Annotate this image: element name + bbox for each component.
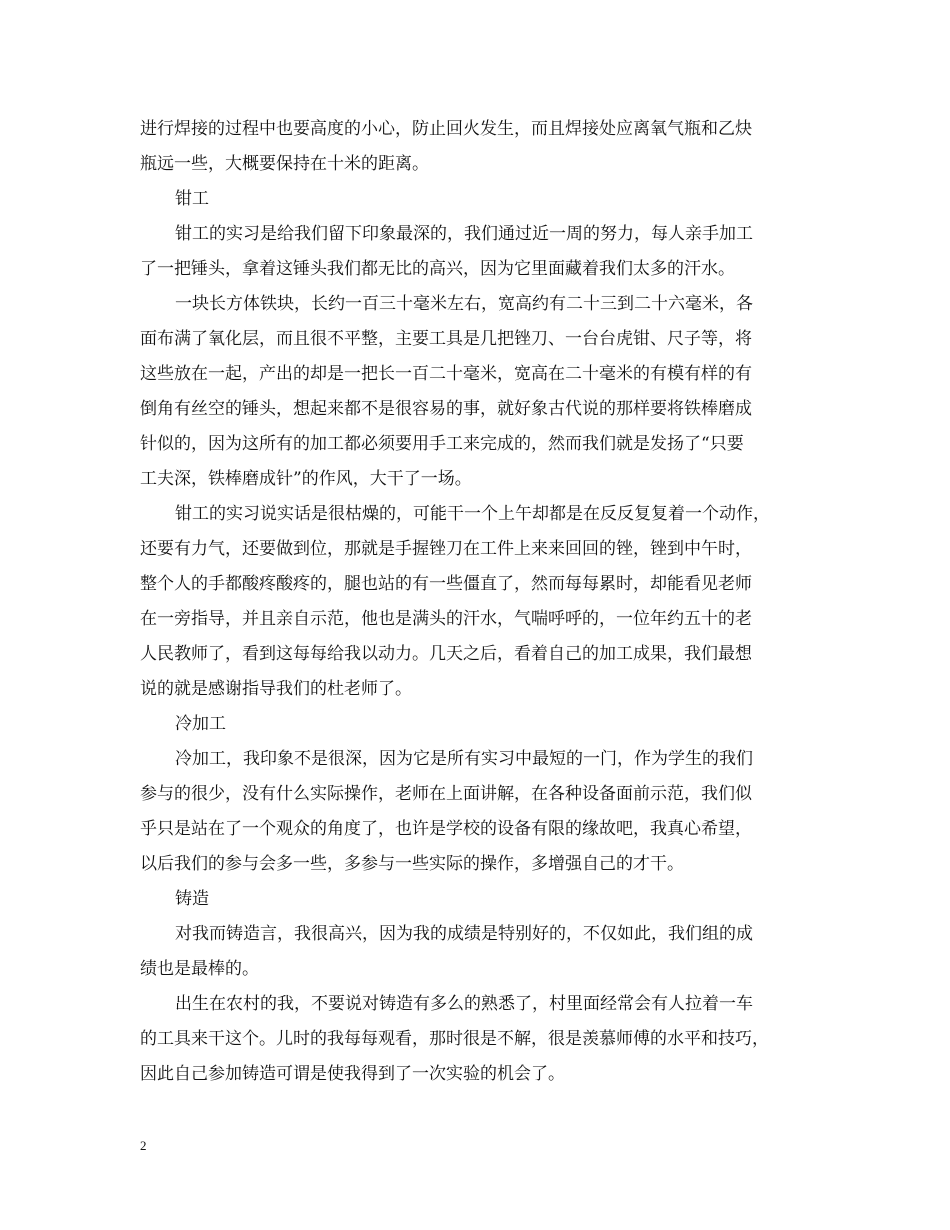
paragraph-line: 工夫深，铁棒磨成针”的作风，大干了一场。 [140,469,472,489]
paragraph-line: 说的就是感谢指导我们的杜老师了。 [140,679,412,699]
paragraph-line: 以后我们的参与会多一些，多参与一些实际的操作，多增强自己的才干。 [140,854,684,874]
paragraph-line: 钳工的实习是给我们留下印象最深的，我们通过近一周的努力，每人亲手加工 [175,224,753,244]
paragraph-line: 人民教师了，看到这每每给我以动力。几天之后，看着自己的加工成果，我们最想 [140,644,752,664]
document-body [140,112,820,1092]
paragraph-line: 整个人的手都酸疼酸疼的，腿也站的有一些僵直了，然而每每累时，却能看见老师 [140,574,752,594]
paragraph-line: 因此自己参加铸造可谓是使我得到了一次实验的机会了。 [140,1064,565,1084]
paragraph-line: 倒角有丝空的锤头，想起来都不是很容易的事，就好象古代说的那样要将铁棒磨成 [140,399,752,419]
paragraph-line: 冷加工，我印象不是很深，因为它是所有实习中最短的一门，作为学生的我们 [175,749,753,769]
paragraph-line: 在一旁指导，并且亲自示范，他也是满头的汗水，气喘呼呼的，一位年约五十的老 [140,609,752,629]
section-heading-zhuzao: 铸造 [175,889,209,909]
section-heading-qiangong: 钳工 [175,189,209,209]
page-number: 2 [140,1138,147,1153]
paragraph-line: 出生在农村的我，不要说对铸造有多么的熟悉了，村里面经常会有人拉着一车 [175,994,753,1014]
paragraph-line: 乎只是站在了一个观众的角度了，也许是学校的设备有限的缘故吧，我真心希望， [140,819,752,839]
paragraph-line: 这些放在一起，产出的却是一把长一百二十毫米，宽高在二十毫米的有模有样的有 [140,364,752,384]
paragraph-line: 面布满了氧化层，而且很不平整，主要工具是几把锉刀、一台台虎钳、尺子等，将 [140,329,752,349]
paragraph-line: 对我而铸造言，我很高兴，因为我的成绩是特别好的，不仅如此，我们组的成 [175,924,753,944]
paragraph-line: 还要有力气，还要做到位，那就是手握锉刀在工件上来来回回的锉，锉到中午时， [140,539,752,559]
section-heading-lengjiagong: 冷加工 [175,714,226,734]
paragraph-line: 参与的很少，没有什么实际操作，老师在上面讲解，在各种设备面前示范，我们似 [140,784,752,804]
paragraph-line: 绩也是最棒的。 [140,959,259,979]
paragraph-line: 瓶远一些，大概要保持在十米的距离。 [140,154,429,174]
paragraph-line: 针似的，因为这所有的加工都必须要用手工来完成的，然而我们就是发扬了“只要 [140,434,744,454]
paragraph-line: 进行焊接的过程中也要高度的小心，防止回火发生，而且焊接处应离氧气瓶和乙炔 [140,119,752,139]
paragraph-line: 的工具来干这个。儿时的我每每观看，那时很是不解，很是羡慕师傅的水平和技巧， [140,1029,769,1049]
paragraph-line: 了一把锤头，拿着这锤头我们都无比的高兴，因为它里面藏着我们太多的汗水。 [140,259,735,279]
paragraph-line: 一块长方体铁块，长约一百三十毫米左右，宽高约有二十三到二十六毫米，各 [175,294,753,314]
paragraph-line: 钳工的实习说实话是很枯燥的，可能干一个上午却都是在反反复复着一个动作， [175,504,770,524]
